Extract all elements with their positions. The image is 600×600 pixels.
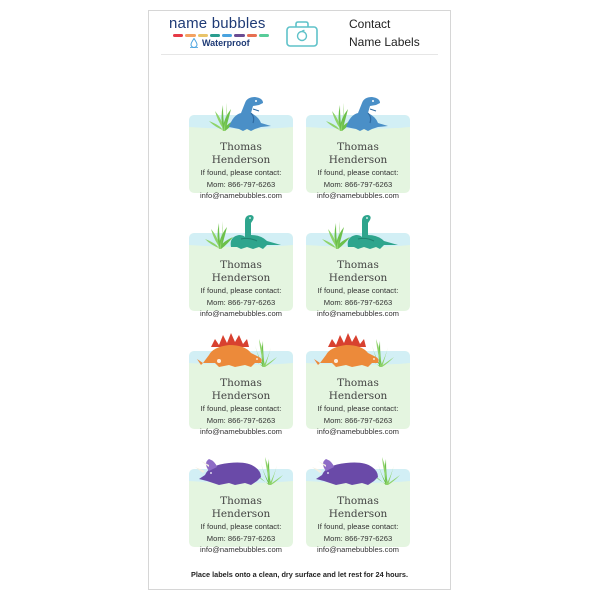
label-first-name: Thomas	[337, 495, 379, 507]
triceratops-illustration	[306, 447, 410, 487]
label-contact-phone: Mom: 866-797-6263	[323, 533, 393, 543]
label-text	[306, 259, 410, 320]
label-contact-phone: Mom: 866-797-6263	[206, 533, 276, 543]
label-last-name: Henderson	[211, 508, 271, 520]
brand-color-dot	[185, 34, 195, 37]
label-contact-email: info@namebubbles.com	[316, 309, 399, 319]
brontosaurus-illustration	[189, 211, 293, 251]
name-label	[189, 469, 293, 555]
trex-illustration	[306, 93, 410, 133]
label-last-name: Henderson	[328, 272, 388, 284]
label-first-name: Thomas	[337, 259, 379, 271]
label-text	[306, 141, 410, 202]
sheet-header	[149, 11, 450, 61]
brand-color-dot	[234, 34, 244, 37]
waterproof-badge	[189, 38, 250, 48]
brand-color-dot	[222, 34, 232, 37]
header-divider	[161, 54, 438, 55]
label-first-name: Thomas	[220, 259, 262, 271]
label-contact-line1: If found, please contact:	[200, 404, 282, 413]
label-contact-email: info@namebubbles.com	[316, 427, 399, 437]
label-last-name: Henderson	[328, 154, 388, 166]
triceratops-illustration	[189, 447, 293, 487]
label-contact-line1: If found, please contact:	[317, 286, 399, 295]
label-contact-line1: If found, please contact:	[317, 168, 399, 177]
brontosaurus-illustration	[306, 211, 410, 251]
name-label	[189, 115, 293, 201]
stegosaurus-illustration	[189, 329, 293, 369]
label-contact-line1: If found, please contact:	[200, 168, 282, 177]
label-contact-phone: Mom: 866-797-6263	[323, 297, 393, 307]
label-text	[189, 495, 293, 556]
waterproof-text: Waterproof	[202, 38, 250, 48]
label-contact-phone: Mom: 866-797-6263	[323, 179, 393, 189]
label-sheet	[148, 10, 451, 590]
brand-color-dot	[259, 34, 269, 37]
label-contact-phone: Mom: 866-797-6263	[323, 415, 393, 425]
label-last-name: Henderson	[211, 390, 271, 402]
label-contact-phone: Mom: 866-797-6263	[206, 179, 276, 189]
label-contact-email: info@namebubbles.com	[199, 545, 282, 555]
label-contact-phone: Mom: 866-797-6263	[206, 297, 276, 307]
label-contact-phone: Mom: 866-797-6263	[206, 415, 276, 425]
application-instructions: Place labels onto a clean, dry surface and let rest for 24 hours.	[191, 570, 408, 579]
label-last-name: Henderson	[211, 154, 271, 166]
label-contact-line1: If found, please contact:	[200, 286, 282, 295]
label-contact-email: info@namebubbles.com	[316, 191, 399, 201]
label-text	[189, 141, 293, 202]
label-contact-email: info@namebubbles.com	[199, 427, 282, 437]
label-last-name: Henderson	[211, 272, 271, 284]
name-label	[306, 115, 410, 201]
waterdrop-icon	[189, 38, 199, 48]
brand-color-dot	[210, 34, 220, 37]
lunchbox-icon	[285, 20, 319, 48]
name-label	[306, 351, 410, 437]
label-last-name: Henderson	[328, 508, 388, 520]
label-text	[189, 377, 293, 438]
name-label	[189, 233, 293, 319]
stegosaurus-illustration	[306, 329, 410, 369]
trex-illustration	[189, 93, 293, 133]
product-title-line2: Name Labels	[349, 35, 420, 49]
label-contact-line1: If found, please contact:	[200, 522, 282, 531]
label-text	[306, 377, 410, 438]
label-first-name: Thomas	[220, 141, 262, 153]
brand-color-dot	[247, 34, 257, 37]
label-contact-email: info@namebubbles.com	[199, 309, 282, 319]
brand-color-dot	[173, 34, 183, 37]
label-contact-line1: If found, please contact:	[317, 522, 399, 531]
name-label	[306, 233, 410, 319]
label-contact-line1: If found, please contact:	[317, 404, 399, 413]
label-first-name: Thomas	[337, 377, 379, 389]
product-title-line1: Contact	[349, 17, 391, 31]
brand-logo: name bubbles	[169, 15, 266, 32]
label-text	[189, 259, 293, 320]
label-first-name: Thomas	[337, 141, 379, 153]
label-contact-email: info@namebubbles.com	[199, 191, 282, 201]
label-text	[306, 495, 410, 556]
brand-color-strip	[173, 34, 269, 37]
label-last-name: Henderson	[328, 390, 388, 402]
name-label	[189, 351, 293, 437]
label-contact-email: info@namebubbles.com	[316, 545, 399, 555]
label-first-name: Thomas	[220, 495, 262, 507]
name-label	[306, 469, 410, 555]
label-first-name: Thomas	[220, 377, 262, 389]
brand-color-dot	[198, 34, 208, 37]
